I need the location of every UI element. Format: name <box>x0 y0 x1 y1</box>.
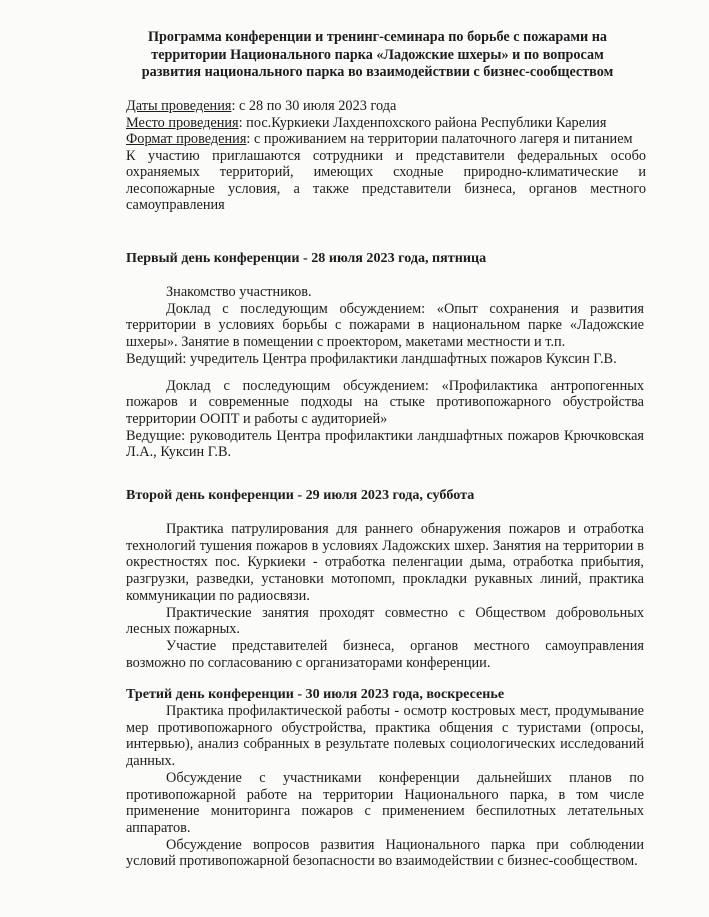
day2-heading: Второй день конференции - 29 июля 2023 года, суббота <box>126 487 475 503</box>
dates-label: Даты проведения <box>126 98 232 114</box>
day1-report1: Доклад с последующим обсуждением: «Опыт сохранения и развития территории в условиях борьбы с пожарами в национальном парке «Ладожские шхеры». Занятие в помещении с проектором, макетами местности и т.п. <box>126 300 644 351</box>
document-title: Программа конференции и тренинг-семинара по борьбе с пожарами на территории Национального парка «Ладожские шхеры» и по вопросам развития национального парка во взаимодействии с бизнес-сообществом <box>141 29 614 80</box>
day2-participation: Участие представителей бизнеса, органов местного самоуправления возможно по согласованию с организаторами конференции. <box>126 637 644 671</box>
day1-section <box>126 284 644 461</box>
event-info <box>126 98 646 214</box>
day1-heading: Первый день конференции - 28 июля 2023 года, пятница <box>126 250 487 266</box>
place-value: : пос.Куркиеки Лахденпохского района Республики Карелия <box>238 114 607 131</box>
place-label: Место проведения <box>126 114 239 131</box>
dates-value: : с 28 по 30 июля 2023 года <box>231 98 397 114</box>
day1-intro: Знакомство участников. <box>166 284 312 300</box>
day3-prevention: Практика профилактической работы - осмотр костровых мест, продумывание мер противопожарного обустройства, практика общения с туристами (опросы, интервью), анализ собранных в результате полевых социологических исследований данных. <box>126 703 644 770</box>
day2-section <box>126 521 644 671</box>
day1-host1: Ведущий: учредитель Центра профилактики ландшафтных пожаров Куксин Г.В. <box>126 350 617 367</box>
dates-row <box>126 98 646 115</box>
invite-text: К участию приглашаются сотрудники и представители федеральных особо охраняемых территорий, имеющих сходные природно-климатические и лесопожарные условия, а также представители бизнеса, органов местного самоуправления <box>126 147 646 213</box>
format-label: Формат проведения <box>126 131 247 147</box>
day2-joint: Практические занятия проходят совместно с Обществом добровольных лесных пожарных. <box>126 604 644 638</box>
place-row <box>126 115 646 132</box>
format-row <box>126 131 646 148</box>
format-value: : с проживанием на территории палаточного лагеря и питанием <box>246 131 633 147</box>
day3-development: Обсуждение вопросов развития Национального парка при соблюдении условий противопожарной безопасности во взаимодействии с бизнес-сообществом. <box>126 836 644 870</box>
day3-heading: Третий день конференции - 30 июля 2023 года, воскресенье <box>126 686 505 702</box>
day3-discussion: Обсуждение с участниками конференции дальнейших планов по противопожарной работе на территории Национального парка, в том числе применение мониторинга пожаров с применением беспилотных летательных аппаратов. <box>126 769 644 836</box>
day2-practice: Практика патрулирования для раннего обнаружения пожаров и отработка технологий тушения пожаров в условиях Ладожских шхер. Занятия на территории в окрестностях пос. Куркиеки - отработка пеленгации дыма, отработка прибытия, разгрузки, разведки, установки мотопомп, прокладки рукавных линий, практика коммуникации по радиосвязи. <box>126 521 644 604</box>
day1-host2: Ведущие: руководитель Центра профилактики ландшафтных пожаров Крючковская Л.А., Куксин Г.В. <box>126 427 644 461</box>
day1-report2: Доклад с последующим обсуждением: «Профилактика антропогенных пожаров и современные подходы на стыке противопожарного обустройства территории ООПТ и работы с аудиторией» <box>126 377 644 427</box>
day3-section <box>126 703 644 870</box>
